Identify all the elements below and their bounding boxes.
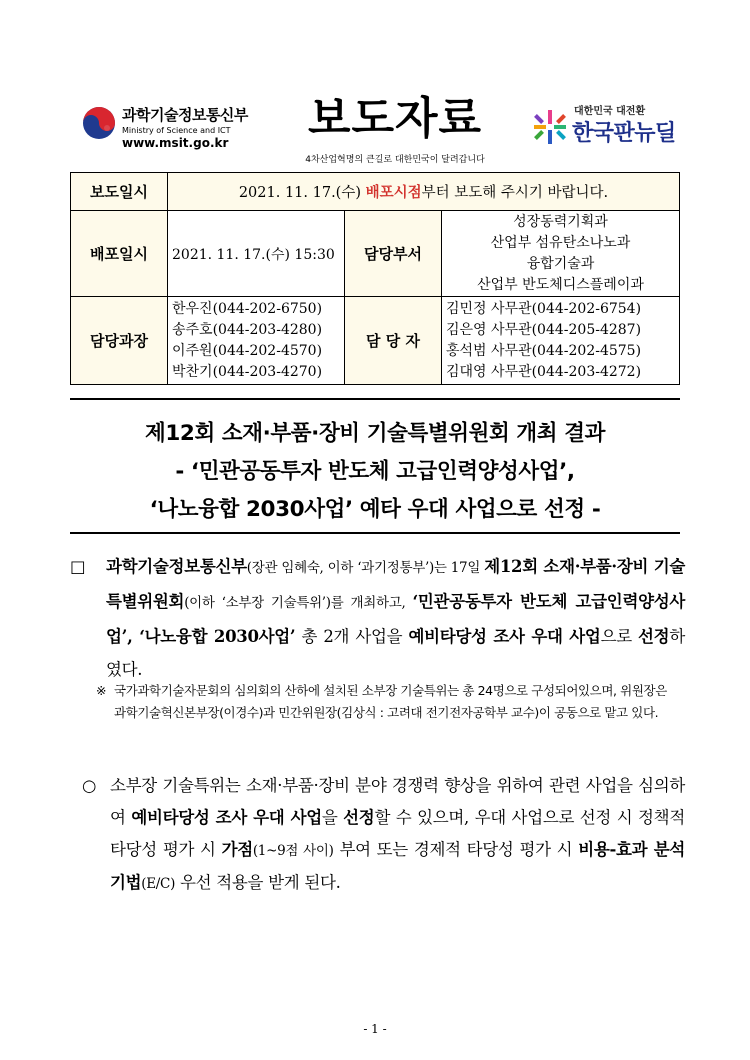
newdeal-tagline: 대한민국 대전환 <box>574 106 646 117</box>
headline-sub1: - ‘민관공동투자 반도체 고급인력양성사업’, <box>175 459 575 484</box>
manager-item: 한우진(044-202-6750) <box>172 300 323 317</box>
release-info-table <box>70 172 680 385</box>
newdeal-name: 한국판뉴딜 <box>572 121 676 146</box>
paragraph-2 <box>82 770 685 900</box>
p1-text: 하였다. <box>106 627 685 679</box>
p2-text: 우선 적용을 받게 된다. <box>175 873 341 892</box>
ministry-name-ko: 과학기술정보통신부 <box>122 106 248 124</box>
ministry-url[interactable]: www.msit.go.kr <box>122 136 229 150</box>
note-text: 국가과학기술자문회의 심의회의 산하에 설치된 소부장 기술특위는 총 24명으로 구성되어있으며, 위원장은 과학기술혁신본부장(이경수)과 민간위원장(김상식 : 고려대 전기전자공학부 교수)이 공동으로 맡고 있다. <box>114 683 667 720</box>
staff-item: 김민정 사무관(044-202-6754) <box>446 300 642 317</box>
dept-list <box>442 211 680 297</box>
ministry-name-en: Ministry of Science and ICT <box>122 126 231 135</box>
dept-item: 성장동력기획과 <box>513 213 608 230</box>
dept-item: 융합기술과 <box>526 255 595 272</box>
p2-text: 소부장 기술특위는 소재·부품·장비 분야 경쟁력 향상을 위하여 관련 사업을 심의하여 <box>110 776 685 827</box>
paragraph-1 <box>70 550 685 686</box>
paragraph-1-text <box>106 550 685 686</box>
staff-list <box>442 297 680 385</box>
ministry-logo <box>82 104 272 154</box>
p1-text: (장관 임혜숙, 이하 ‘과기정통부’)는 17일 <box>246 560 485 576</box>
headline <box>70 415 680 529</box>
headline-main: 제12회 소재·부품·장비 기술특별위원회 개최 결과 <box>144 421 605 446</box>
p2-bold: 비용-효과 분석기법 <box>110 840 686 892</box>
dept-item: 산업부 반도체디스플레이과 <box>477 276 644 293</box>
newdeal-burst-icon <box>532 106 568 148</box>
headline-top-rule <box>70 398 680 400</box>
manager-item: 이주원(044-202-4570) <box>172 342 323 359</box>
p2-bold: 예비타당성 조사 우대 사업 <box>131 808 322 827</box>
release-time <box>168 173 680 211</box>
newdeal-logo <box>530 102 690 154</box>
paragraph-2-text <box>110 770 685 900</box>
p2-text: 할 수 있으며, 우대 사업으로 선정 시 정책적 타당성 평가 시 <box>110 808 685 859</box>
dept-label: 담당부서 <box>345 211 442 297</box>
p1-bold: 예비타당성 조사 우대 사업 <box>408 627 601 646</box>
staff-item: 홍석범 사무관(044-202-4575) <box>446 342 642 359</box>
p1-text: 으로 <box>600 627 639 646</box>
p1-bold: 과학기술정보통신부 <box>106 557 247 576</box>
p2-bold: 가점 <box>221 840 253 859</box>
square-bullet-icon: □ <box>70 557 86 576</box>
headline-bottom-rule <box>70 532 680 534</box>
distribution-label: 배포일시 <box>71 211 168 297</box>
p1-text: 총 2개 사업을 <box>295 627 409 646</box>
p1-text: (이하 ‘소부장 기술특위’)를 개최하고, <box>184 595 413 611</box>
page-number: - 1 - <box>363 1022 387 1036</box>
p2-bold: 선정 <box>343 808 375 827</box>
manager-list <box>168 297 345 385</box>
distribution-date: 2021. 11. 17.(수) 15:30 <box>168 211 345 297</box>
note <box>96 680 681 724</box>
release-suffix: 부터 보도해 주시기 바랍니다. <box>421 185 609 201</box>
page-title: 보도자료 <box>307 93 482 144</box>
page-subtitle: 4차산업혁명의 큰길로 대한민국이 달려갑니다 <box>305 155 485 165</box>
manager-item: 송주호(044-203-4280) <box>172 321 323 338</box>
release-label: 보도일시 <box>71 173 168 211</box>
reference-mark-icon: ※ <box>96 683 107 698</box>
p1-bold: 선정 <box>638 627 670 646</box>
p2-text: 부여 또는 경제적 타당성 평가 시 <box>333 840 579 859</box>
dept-item: 산업부 섬유탄소나노과 <box>490 234 631 251</box>
p2-small: (1~9점 사이) <box>252 843 334 859</box>
staff-item: 김대영 사무관(044-203-4272) <box>446 363 642 380</box>
release-date: 2021. 11. 17.(수) <box>238 185 366 201</box>
headline-sub2: ‘나노융합 2030사업’ 예타 우대 사업으로 선정 - <box>149 497 601 522</box>
p2-text: 을 <box>321 808 344 827</box>
staff-item: 김은영 사무관(044-205-4287) <box>446 321 642 338</box>
release-embargo: 배포시점 <box>365 184 422 201</box>
p2-small: (E/C) <box>141 876 176 892</box>
taegeuk-icon <box>82 106 116 140</box>
staff-label: 담 당 자 <box>345 297 442 385</box>
manager-label: 담당과장 <box>71 297 168 385</box>
circle-bullet-icon: ○ <box>82 776 97 795</box>
p1-bold: ‘민관공동투자 반도체 고급인력양성사업’, ‘나노융합 2030사업’ <box>106 592 686 646</box>
p1-bold: 제12회 소재·부품·장비 기술특별위원회 <box>106 557 685 611</box>
manager-item: 박찬기(044-203-4270) <box>172 363 323 380</box>
